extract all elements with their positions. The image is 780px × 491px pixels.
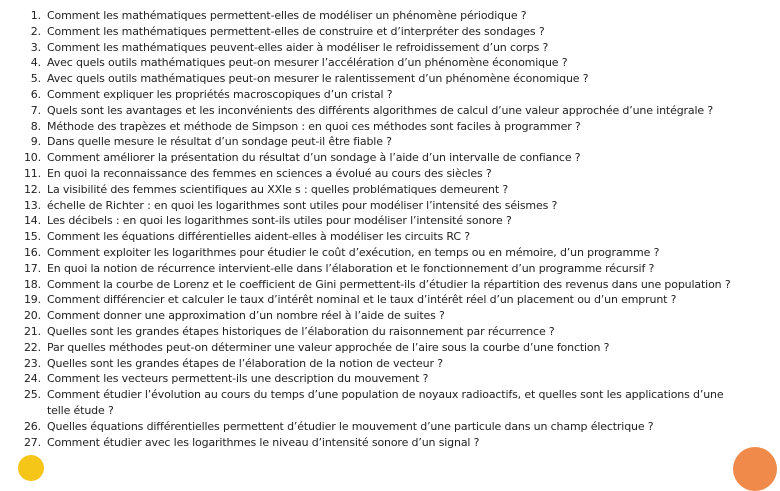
item-text: Comment les vecteurs permettent-ils une description du mouvement ?	[47, 372, 429, 386]
item-number: 1.	[30, 9, 41, 22]
item-text: Comment les équations différentielles aident-elles à modéliser les circuits RC ?	[47, 230, 470, 244]
list-item	[0, 261, 780, 277]
list-item	[0, 435, 780, 451]
list-item	[0, 213, 780, 229]
item-text: Comment donner une approximation d’un nombre réel à l’aide de suites ?	[47, 309, 445, 323]
item-text: Méthode des trapèzes et méthode de Simpson : en quoi ces méthodes sont faciles à programmer ?	[47, 119, 581, 133]
list-item	[0, 182, 780, 198]
item-text: Avec quels outils mathématiques peut-on mesurer l’accélération d’un phénomène économique ?	[47, 56, 568, 70]
list-item	[0, 40, 780, 56]
item-text: Les décibels : en quoi les logarithmes sont-ils utiles pour modéliser l’intensité sonore ?	[47, 214, 512, 228]
item-text: Quels sont les avantages et les inconvénients des différents algorithmes de calcul d’une valeur approchée d’une intégrale ?	[47, 103, 714, 117]
floating-action-button-right[interactable]	[733, 447, 777, 491]
item-text: La visibilité des femmes scientifiques au XXIe s : quelles problématiques demeurent ?	[47, 182, 509, 196]
item-text: Comment étudier l’évolution au cours du temps d’une population de noyaux radioactifs, et quelles sont les applications d’une telle étude ?	[47, 388, 724, 417]
item-text: Comment étudier avec les logarithmes le niveau d’intensité sonore d’un signal ?	[47, 435, 480, 449]
item-text: échelle de Richter : en quoi les logarithmes sont utiles pour modéliser l’intensité des séismes ?	[47, 198, 558, 212]
item-text: Avec quels outils mathématiques peut-on mesurer le ralentissement d’un phénomène économique ?	[47, 72, 589, 86]
item-number: 11.	[23, 166, 41, 180]
list-item	[0, 8, 780, 24]
list-item	[0, 371, 780, 387]
item-text: Quelles sont les grandes étapes de l’élaboration de la notion de vecteur ?	[47, 356, 443, 370]
item-number: 18.	[23, 277, 41, 291]
item-text: Dans quelle mesure le résultat d’un sondage peut-il être fiable ?	[47, 135, 392, 149]
item-text: Comment exploiter les logarithmes pour étudier le coût d’exécution, en temps ou en mémoire, d’un programme ?	[47, 245, 660, 259]
item-text: Comment améliorer la présentation du résultat d’un sondage à l’aide d’un intervalle de confiance ?	[47, 151, 581, 165]
item-number: 21.	[23, 324, 41, 338]
item-number: 7.	[30, 103, 41, 117]
list-item	[0, 87, 780, 103]
item-number: 2.	[30, 24, 41, 38]
item-number: 16.	[23, 245, 41, 259]
item-text: Quelles équations différentielles permettent d’étudier le mouvement d’une particule dans un champ électrique ?	[47, 419, 654, 433]
item-number: 22.	[23, 340, 41, 354]
item-number: 14.	[23, 214, 41, 228]
item-number: 15.	[23, 230, 41, 244]
list-item	[0, 324, 780, 340]
item-text: Par quelles méthodes peut-on déterminer une valeur approchée de l’aire sous la courbe d’une fonction ?	[47, 340, 610, 354]
question-list-container	[0, 8, 780, 450]
item-number: 25.	[23, 388, 41, 402]
item-text: En quoi la reconnaissance des femmes en sciences a évolué au cours des siècles ?	[47, 166, 492, 180]
item-number: 24.	[23, 372, 41, 386]
list-item	[0, 277, 780, 293]
item-text: Comment les mathématiques peuvent-elles aider à modéliser le refroidissement d’un corps ?	[47, 40, 549, 54]
item-number: 3.	[30, 40, 41, 54]
list-item	[0, 245, 780, 261]
list-item	[0, 419, 780, 435]
item-number: 6.	[30, 87, 41, 101]
list-item	[0, 55, 780, 71]
item-number: 4.	[30, 56, 41, 70]
list-item	[0, 166, 780, 182]
item-text: Comment la courbe de Lorenz et le coefficient de Gini permettent-ils d’étudier la répartition des revenus dans une population ?	[47, 277, 731, 291]
item-number: 12.	[23, 182, 41, 196]
item-number: 20.	[23, 309, 41, 323]
list-item	[0, 119, 780, 135]
item-number: 8.	[30, 119, 41, 133]
item-text: Comment différencier et calculer le taux d’intérêt nominal et le taux d’intérêt réel d’un placement ou d’un emprunt ?	[47, 293, 677, 307]
list-item	[0, 387, 780, 419]
list-item	[0, 150, 780, 166]
list-item	[0, 24, 780, 40]
list-item	[0, 71, 780, 87]
item-number: 5.	[30, 72, 41, 86]
list-item	[0, 292, 780, 308]
list-item	[0, 103, 780, 119]
item-number: 23.	[23, 356, 41, 370]
item-text: En quoi la notion de récurrence intervient-elle dans l’élaboration et le fonctionnement d’un programme récursif ?	[47, 261, 655, 275]
list-item	[0, 198, 780, 214]
item-number: 10.	[23, 151, 41, 165]
item-text: Comment expliquer les propriétés macroscopiques d’un cristal ?	[47, 87, 393, 101]
item-number: 9.	[30, 135, 41, 149]
list-item	[0, 308, 780, 324]
item-text: Quelles sont les grandes étapes historiques de l’élaboration du raisonnement par récurrence ?	[47, 324, 555, 338]
list-item	[0, 134, 780, 150]
item-number: 19.	[23, 293, 41, 307]
item-number: 13.	[23, 198, 41, 212]
list-item	[0, 229, 780, 245]
item-number: 27.	[23, 435, 41, 449]
list-item	[0, 356, 780, 372]
question-list	[0, 8, 780, 450]
item-text: Comment les mathématiques permettent-elles de modéliser un phénomène périodique ?	[47, 9, 527, 22]
floating-action-button-left[interactable]	[18, 455, 44, 481]
list-item	[0, 340, 780, 356]
item-text: Comment les mathématiques permettent-elles de construire et d’interpréter des sondages ?	[47, 24, 545, 38]
item-number: 17.	[23, 261, 41, 275]
item-number: 26.	[23, 419, 41, 433]
